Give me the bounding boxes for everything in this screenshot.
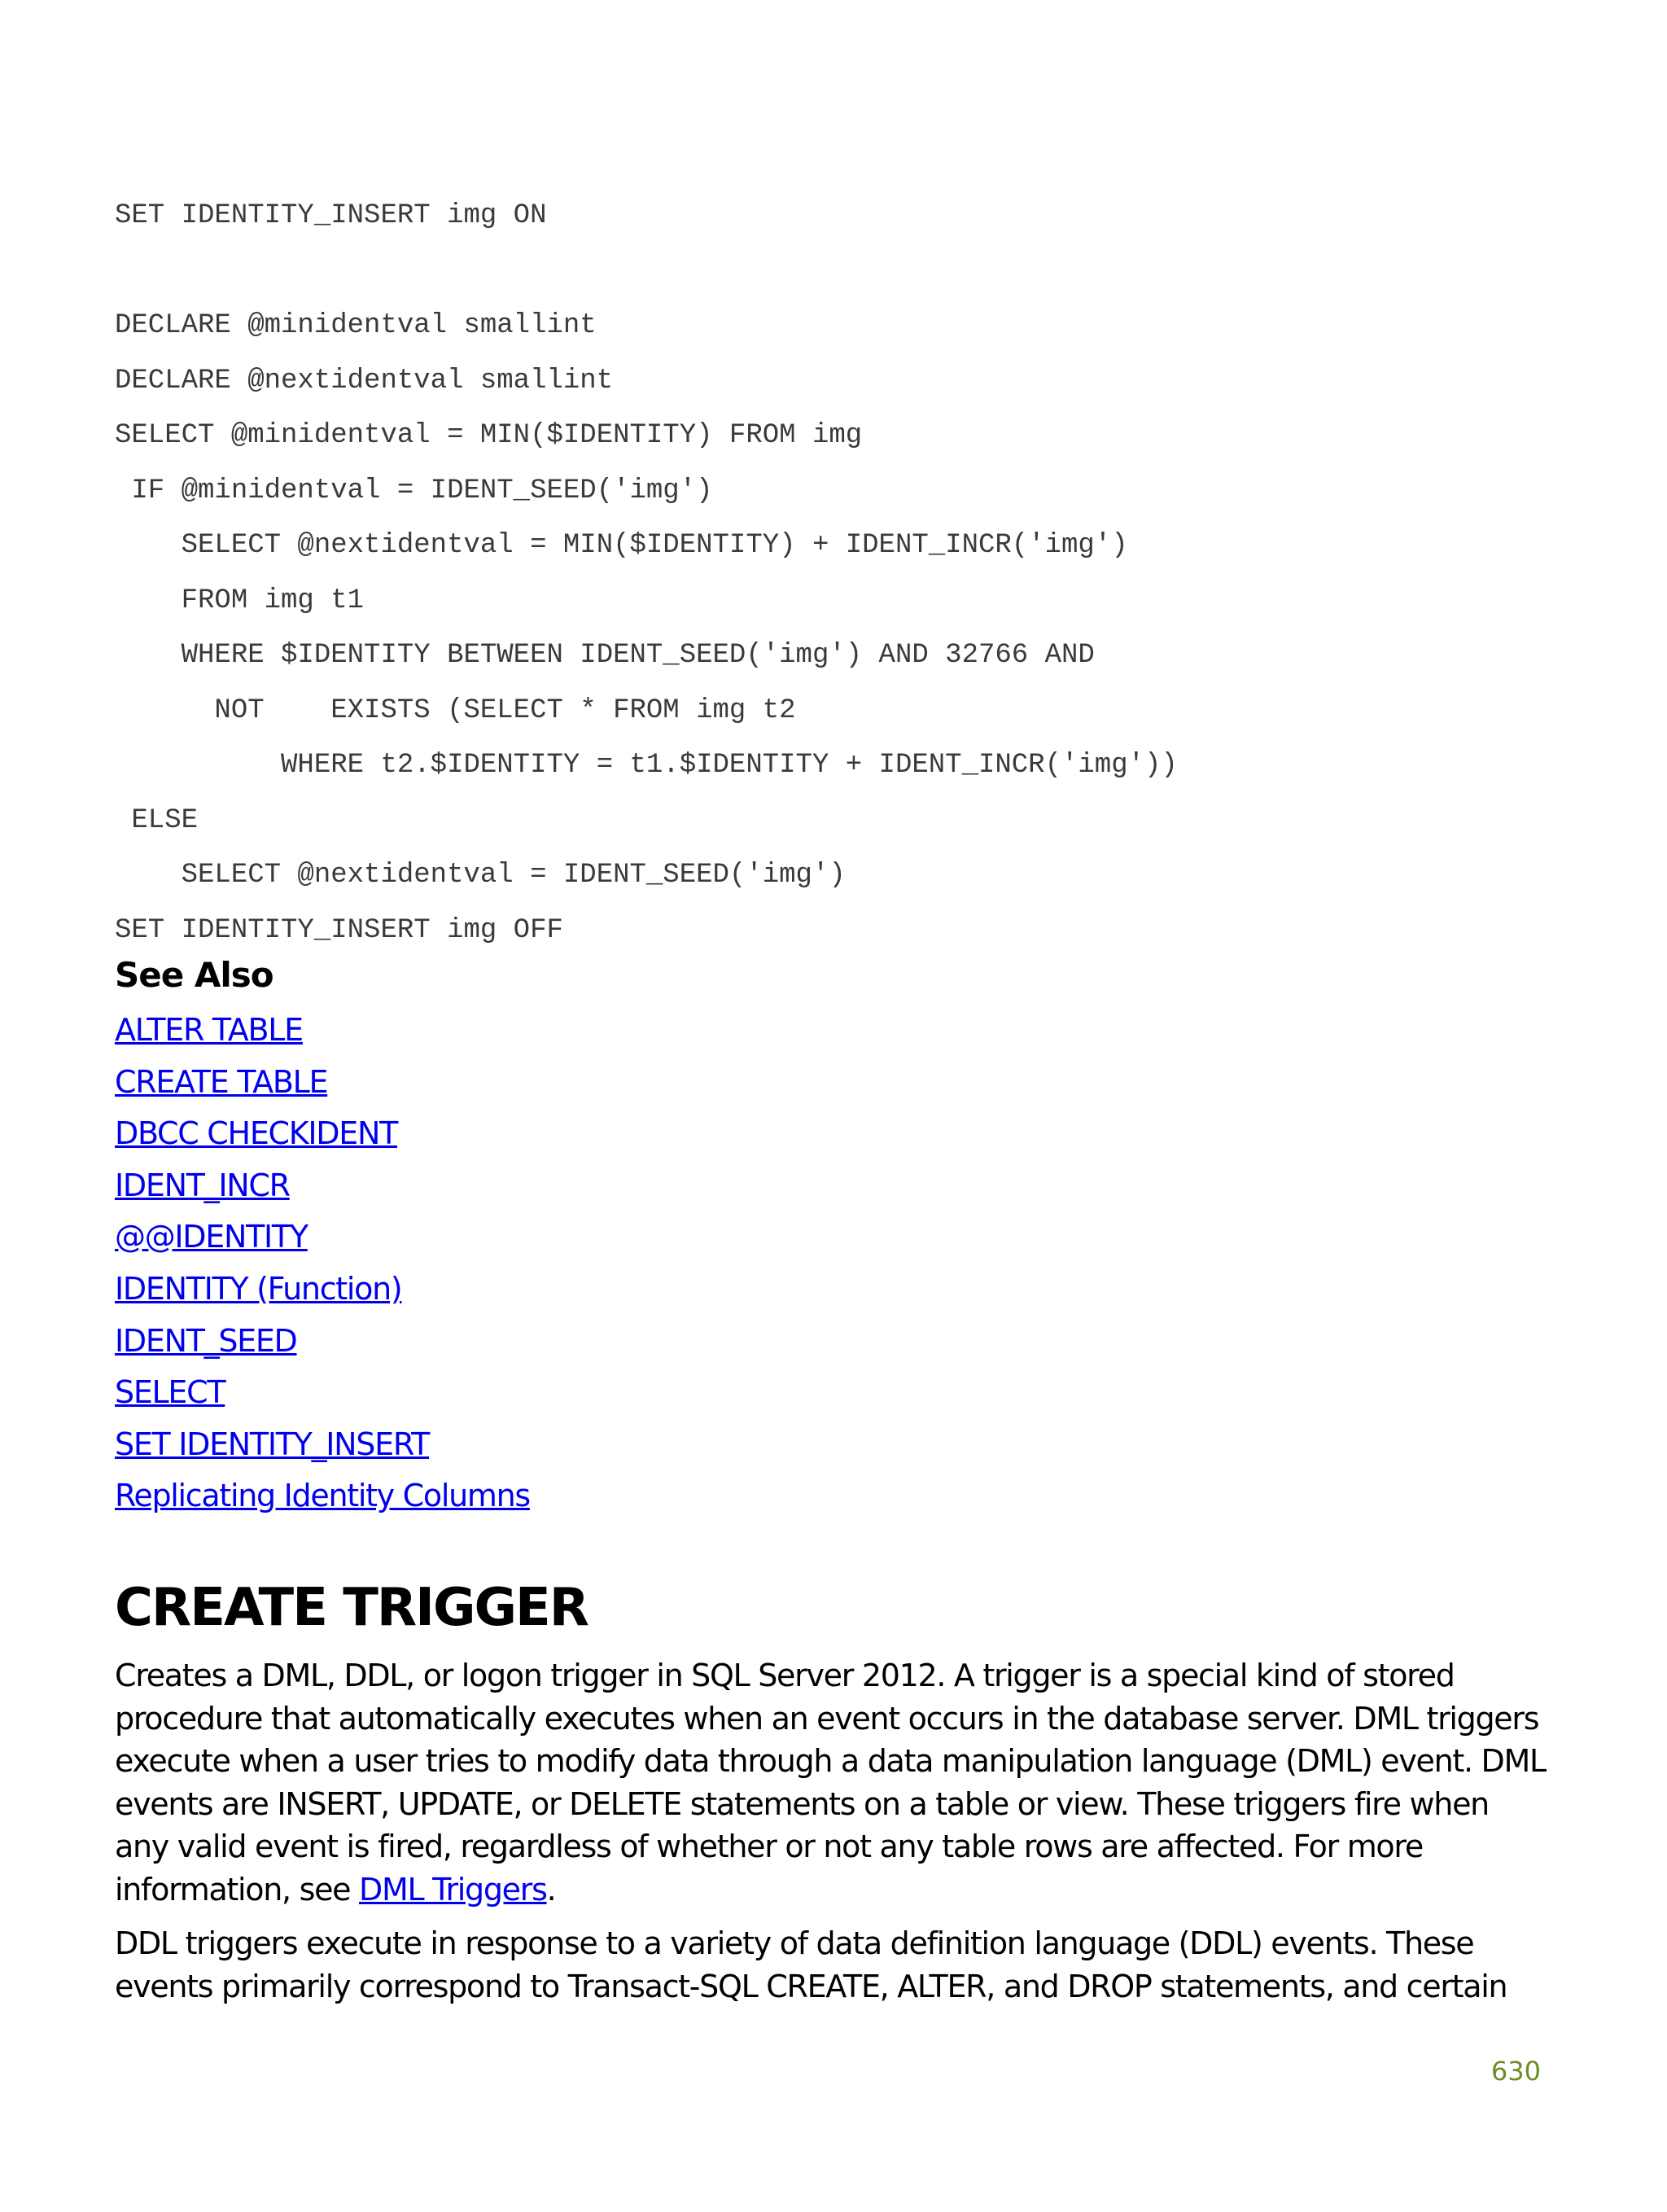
code-line: SELECT @minidentval = MIN($IDENTITY) FROM img (115, 420, 863, 451)
see-also-heading: See Also (115, 955, 273, 995)
link-create-table[interactable]: CREATE TABLE (115, 1063, 328, 1100)
see-also-item (115, 1316, 530, 1369)
code-line (115, 251, 1178, 306)
code-block (115, 195, 1178, 965)
code-line: FROM img t1 (115, 585, 365, 616)
see-also-item (115, 1368, 530, 1420)
code-line: SELECT @nextidentval = IDENT_SEED('img') (115, 860, 846, 891)
code-line: SET IDENTITY_INSERT img ON (115, 200, 547, 231)
link-ident-incr[interactable]: IDENT_INCR (115, 1167, 290, 1203)
code-line: DECLARE @nextidentval smallint (115, 365, 614, 396)
page-number: 630 (1490, 2056, 1541, 2087)
link-identity-function[interactable]: IDENTITY (Function) (115, 1270, 402, 1307)
see-also-item (115, 1264, 530, 1316)
intro-paragraph-text: Creates a DML, DDL, or logon trigger in SQL Server 2012. A trigger is a special kind of stored procedure that automatically executes when an event occurs in the database server. DML triggers execute when a user tries to modify data through a data manipulation language (DML) event. DML events are INSERT, UPDATE, or DELETE statements on a table or view. These triggers fire when any valid event is fired, regardless of whether or not any table rows are affected. For more information, see (115, 1658, 1546, 1908)
see-also-item (115, 1212, 530, 1264)
intro-paragraph-end: . (546, 1871, 556, 1908)
see-also-item (115, 1058, 530, 1110)
link-replicating-identity-columns[interactable]: Replicating Identity Columns (115, 1478, 530, 1514)
code-line: WHERE $IDENTITY BETWEEN IDENT_SEED('img') AND 32766 AND (115, 640, 1095, 671)
section-title: CREATE TRIGGER (115, 1578, 588, 1638)
see-also-item (115, 1109, 530, 1161)
see-also-list (115, 1005, 530, 1523)
code-line: DECLARE @minidentval smallint (115, 310, 597, 341)
link-set-identity-insert[interactable]: SET IDENTITY_INSERT (115, 1426, 430, 1462)
link-dml-triggers[interactable]: DML Triggers (359, 1871, 547, 1908)
code-line: SET IDENTITY_INSERT img OFF (115, 914, 563, 946)
see-also-item (115, 1161, 530, 1213)
see-also-item (115, 1471, 530, 1523)
link-at-at-identity[interactable]: @@IDENTITY (115, 1219, 308, 1255)
link-ident-seed[interactable]: IDENT_SEED (115, 1322, 297, 1359)
code-line: IF @minidentval = IDENT_SEED('img') (115, 475, 713, 506)
see-also-item (115, 1005, 530, 1058)
code-line: ELSE (115, 804, 199, 836)
link-select[interactable]: SELECT (115, 1374, 225, 1411)
link-alter-table[interactable]: ALTER TABLE (115, 1012, 303, 1048)
link-dbcc-checkident[interactable]: DBCC CHECKIDENT (115, 1115, 397, 1152)
code-line: SELECT @nextidentval = MIN($IDENTITY) + IDENT_INCR('img') (115, 530, 1128, 561)
intro-paragraph (115, 1654, 1547, 1911)
code-line: WHERE t2.$IDENTITY = t1.$IDENTITY + IDENT_INCR('img')) (115, 750, 1178, 781)
code-line: NOT EXISTS (SELECT * FROM img t2 (115, 694, 796, 726)
see-also-item (115, 1420, 530, 1472)
ddl-paragraph: DDL triggers execute in response to a variety of data definition language (DDL) events. These events primarily correspond to Transact-SQL CREATE, ALTER, and DROP statements, and certain (115, 1925, 1507, 2004)
